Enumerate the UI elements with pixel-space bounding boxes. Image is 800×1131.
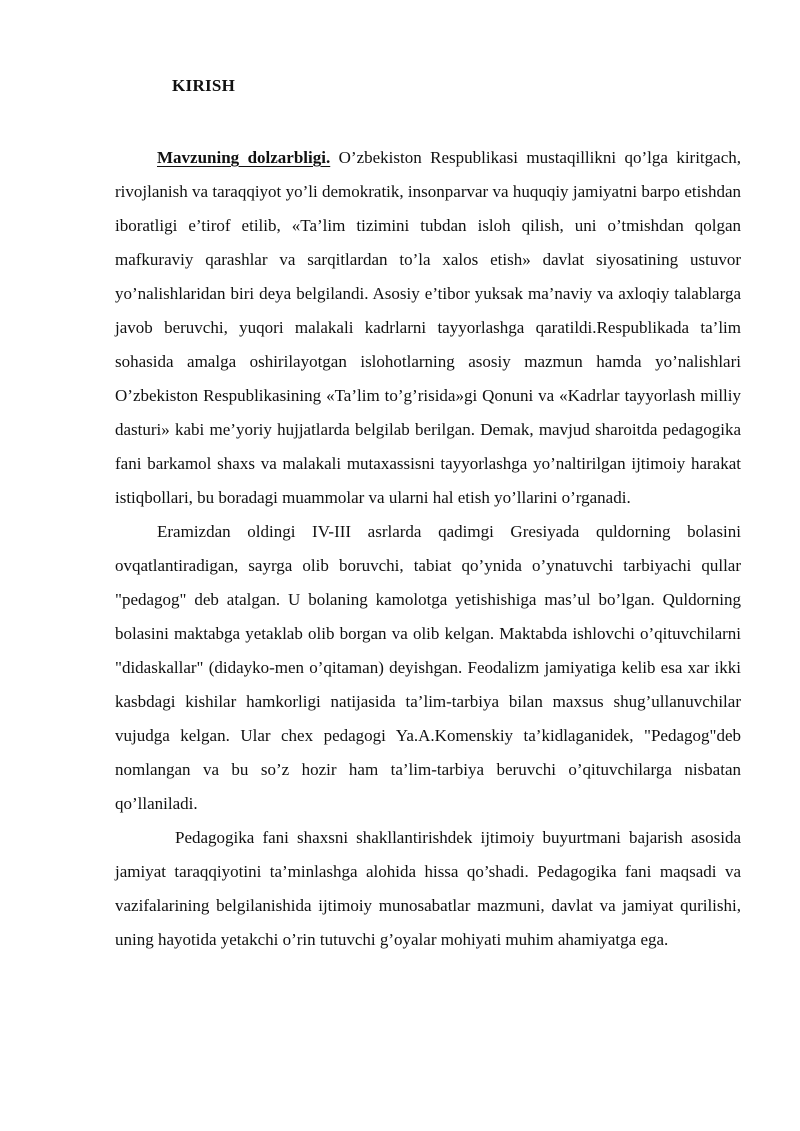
paragraph-lead-label: Mavzuning dolzarbligi. [157,148,331,167]
paragraph-history: Eramizdan oldingi IV-III asrlarda qadimgi Gresiyada quldorning bolasini ovqatlantiradigan, sayrga olib boruvchi, tabiat qo’ynida o’ynatuvchi tarbiyachi qullar "pedagog" deb atalgan. U bolaning kamolotga yetishishiga mas’ul bo’lgan. Quldorning bolasini maktabga yetaklab olib borgan va olib kelgan. Maktabda ishlovchi o’qituvchilarni "didaskallar" (didayko-men o’qitaman) deyishgan. Feodalizm jamiyatiga kelib esa xar ikki kasbdagi kishilar hamkorligi natijasida ta’lim-tarbiya bilan maxsus shug’ullanuvchilar vujudga kelgan. Ular chex pedagogi Ya.A.Komenskiy ta’kidlaganidek, "Pedagog"deb nomlangan va bu so’z hozir ham ta’lim-tarbiya beruvchi o’qituvchilarga nisbatan qo’llaniladi. [115,522,741,813]
paragraph-pedagogy-role: Pedagogika fani shaxsni shakllantirishdek ijtimoiy buyurtmani bajarish asosida jamiyat taraqqiyotini ta’minlashga alohida hissa qo’shadi. Pedagogika fani maqsadi va vazifalarining belgilanishida ijtimoiy munosabatlar mazmuni, davlat va jamiyat qurilishi, uning hayotida yetakchi o’rin tutuvchi g’oyalar mohiyati muhim ahamiyatga ega. [115,828,741,949]
document-body [115,141,741,957]
paragraph-relevance [115,141,741,515]
paragraph-relevance-text: O’zbekiston Respublikasi mustaqillikni qo’lga kiritgach, rivojlanish va taraqqiyot yo’li demokratik, insonparvar va huquqiy jamiyatni barpo etishdan iboratligi e’tirof etilib, «Ta’lim tizimini tubdan isloh qilish, uni o’tmishdan qolgan mafkuraviy qarashlar va sarqitlardan to’la xalos etish» davlat siyosatining ustuvor yo’nalishlaridan biri deya belgilandi. Asosiy e’tibor yuksak ma’naviy va axloqiy talablarga javob beruvchi, yuqori malakali kadrlarni tayyorlashga qaratildi.Respublikada ta’lim sohasida amalga oshirilayotgan islohotlarning asosiy mazmun hamda yo’nalishlari O’zbekiston Respublikasining «Ta’lim to’g’risida»gi Qonuni va «Kadrlar tayyorlash milliy dasturi» kabi me’yoriy hujjatlarda belgilab berilgan. Demak, mavjud sharoitda pedagogika fani barkamol shaxs va malakali mutaxassisni tayyorlashga yo’naltirilgan ijtimoiy harakat istiqbollari, bu boradagi muammolar va ularni hal etish yo’llarini o’rganadi. [115,148,741,507]
page-heading: KIRISH [172,76,236,95]
